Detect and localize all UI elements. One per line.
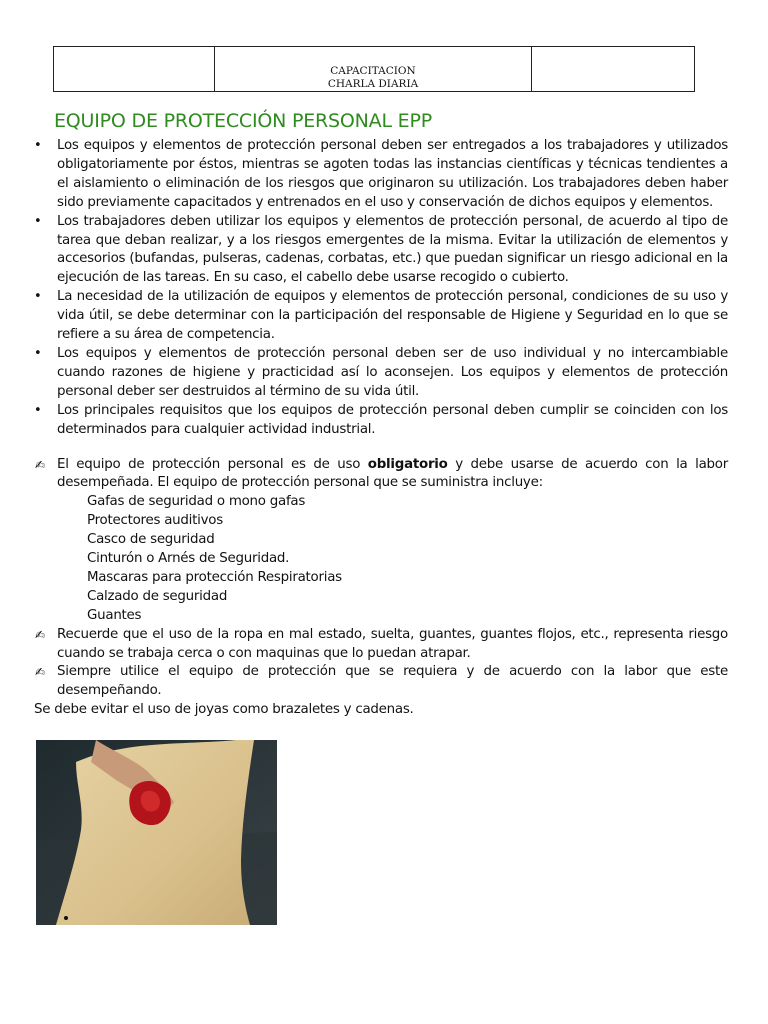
- pencil-hand-icon: ✍: [35, 665, 45, 680]
- pencil-hand-icon: ✍: [35, 457, 45, 472]
- bullet-dot-icon: •: [34, 213, 42, 229]
- bullet-item: • Los principales requisitos que los equipos de protección personal deben cumplir se coinciden con los determinados para cualquier actividad industrial.: [34, 402, 728, 437]
- bullet-list: [0, 137, 768, 440]
- bullet-dot-icon: •: [34, 402, 42, 418]
- bullet-item: • Los trabajadores deben utilizar los equipos y elementos de protección personal, de acuerdo al tipo de tarea que deban realizar, y a los riesgos emergentes de la misma. Evitar la utilización de elementos y accesorios (bufandas, pulseras, cadenas, corbatas, etc.) que puedan significar un riesgo adicional en la ejecución de las tareas. En su caso, el cabello debe usarse recogido o cubierto.: [34, 213, 728, 286]
- list-item: Cinturón o Arnés de Seguridad.: [87, 551, 290, 567]
- epp-item-list: [0, 493, 768, 625]
- closing-sentence: Se debe evitar el uso de joyas como brazaletes y cadenas.: [34, 702, 414, 718]
- content-body: [0, 137, 768, 720]
- header-cell-left: [54, 47, 215, 92]
- photo-illustration: [36, 740, 277, 925]
- note-use-equipment: ✍ Siempre utilice el equipo de protección que se requiera y de acuerdo con la labor que este desempeñando.: [35, 664, 728, 699]
- bullet-dot-icon: •: [34, 345, 42, 361]
- header-table: [53, 46, 695, 92]
- list-item: Guantes: [87, 607, 142, 623]
- bullet-dot-icon: •: [34, 289, 42, 305]
- note-clothing: ✍ Recuerde que el uso de la ropa en mal estado, suelta, guantes, guantes flojos, etc., representa riesgo cuando se trabaja cerca o con maquinas que lo puedan atrapar.: [35, 626, 728, 661]
- list-item: Gafas de seguridad o mono gafas: [87, 494, 306, 510]
- note-obligatory: ✍ El equipo de protección personal es de uso obligatorio y debe usarse de acuerdo con la labor desempeñada. El equipo de protección personal que se suministra incluye:: [35, 456, 728, 491]
- list-item: Casco de seguridad: [87, 532, 215, 548]
- header-cell-center: [215, 47, 532, 92]
- header-line-1: CAPACITACION: [330, 65, 416, 77]
- pencil-hand-icon: ✍: [35, 627, 45, 642]
- header-line-2: CHARLA DIARIA: [327, 78, 419, 90]
- list-item: Protectores auditivos: [87, 513, 223, 529]
- list-item: Mascaras para protección Respiratorias: [87, 569, 342, 585]
- list-item: Calzado de seguridad: [87, 588, 228, 604]
- bullet-item: • Los equipos y elementos de protección personal deben ser entregados a los trabajadores y utilizados obligatoriamente por éstos, mientras se agoten todas las instancias científicas y técnicas tendientes a el aislamiento o eliminación de los riesgos que originaron su utilización. Los trabajadores deben haber sido previamente capacitados y entrenados en el uso y conservación de dichos equipos y elementos.: [34, 138, 728, 210]
- bullet-dot-icon: •: [34, 138, 42, 153]
- bullet-item: • La necesidad de la utilización de equipos y elementos de protección personal, condiciones de su uso y vida útil, se debe determinar con la participación del responsable de Higiene y Seguridad en lo que se refiere a su área de competencia.: [34, 289, 728, 343]
- injured-hand-photo: [36, 740, 277, 925]
- bullet-item: • Los equipos y elementos de protección personal deben ser de uso individual y no intercambiable cuando razones de higiene y practicidad así lo aconsejen. Los equipos y elementos de protección personal deber ser destruidos al término de su vida útil.: [34, 345, 728, 399]
- page-title: EQUIPO DE PROTECCIÓN PERSONAL EPP: [54, 110, 433, 132]
- note-bold-word: obligatorio: [367, 456, 448, 472]
- header-cell-right: [532, 47, 695, 92]
